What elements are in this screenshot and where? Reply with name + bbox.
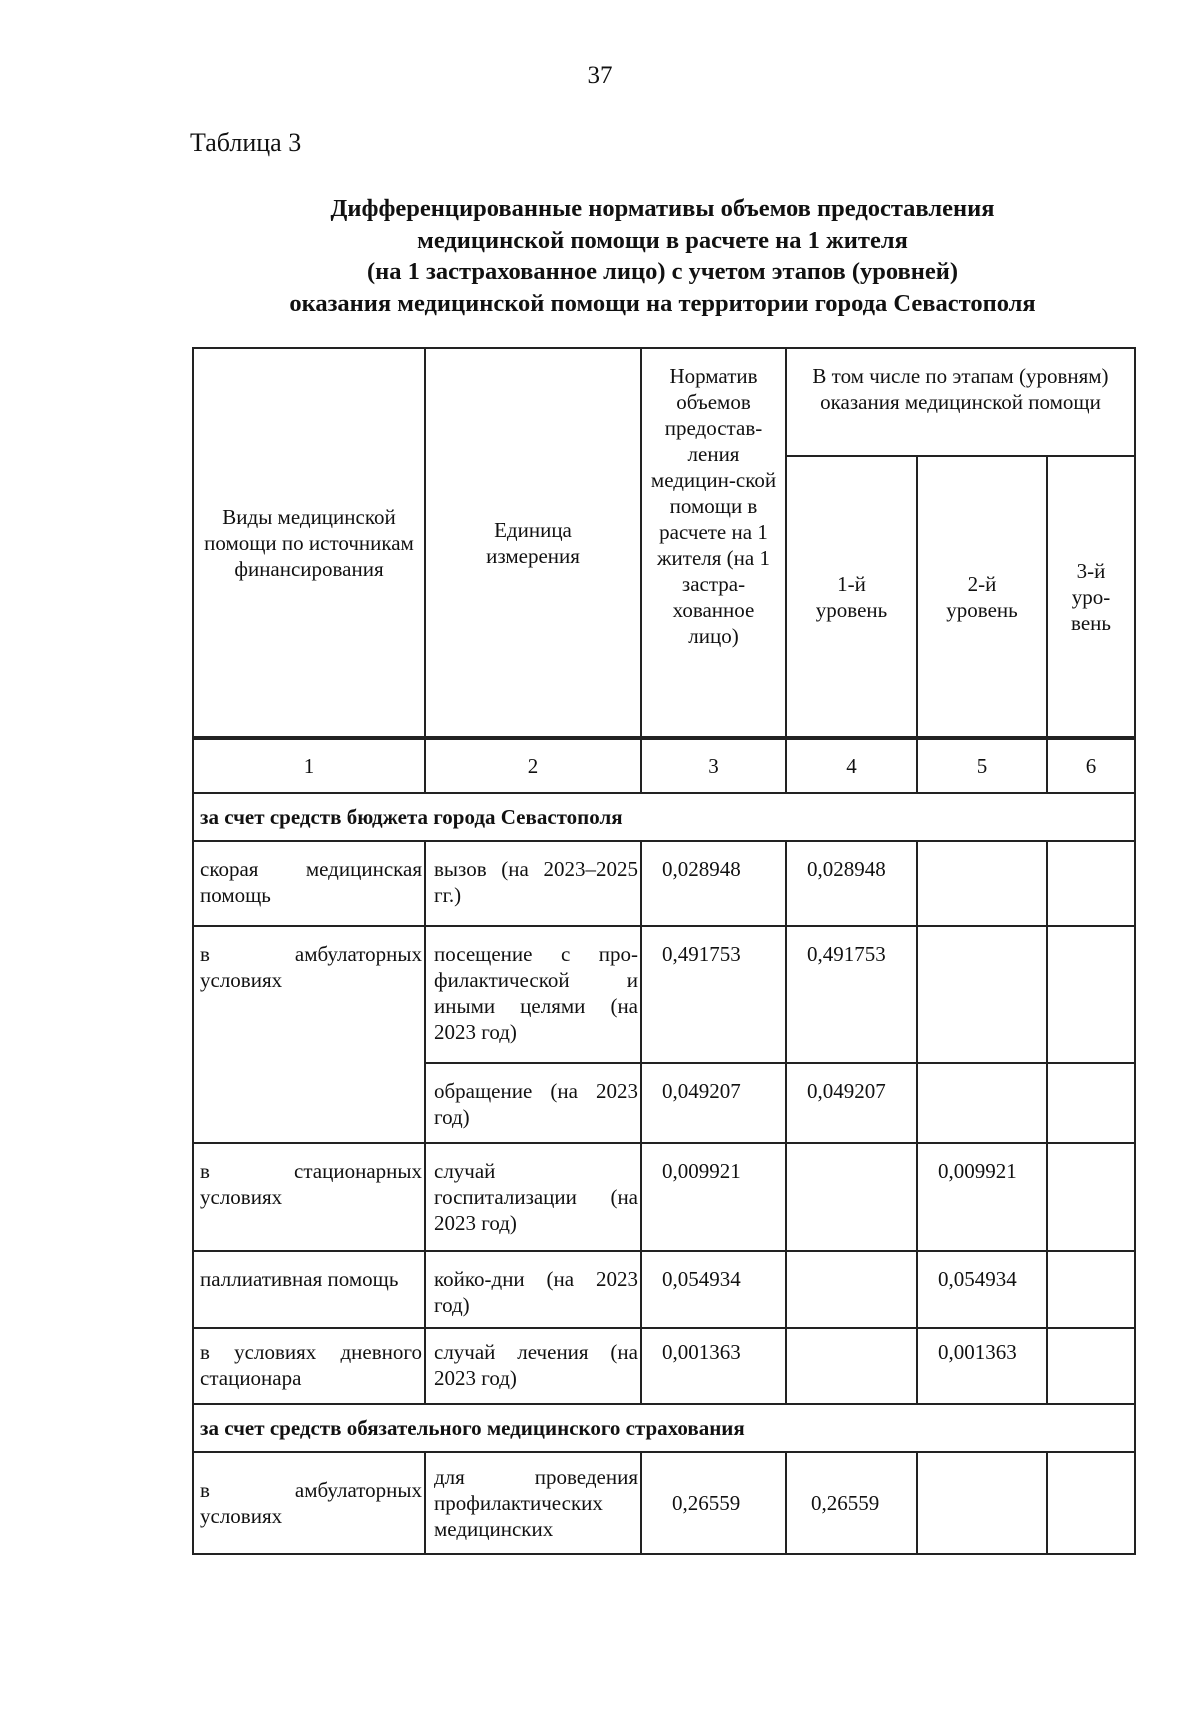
level-3-value-cell: [1047, 926, 1135, 1063]
level-1-value-cell: [786, 1143, 917, 1251]
norm-value-cell: 0,491753: [641, 926, 786, 1063]
level-1-value-cell: [786, 1251, 917, 1328]
norm-value-cell: 0,001363: [641, 1328, 786, 1404]
section-title: за счет средств бюджета города Севастополя: [193, 793, 1135, 841]
column-number: 1: [193, 738, 425, 793]
unit-cell: для проведения профилактических медицинских: [425, 1452, 641, 1554]
title-line: Дифференцированные нормативы объемов предоставления: [330, 195, 995, 222]
level-1-value-cell: 0,26559: [786, 1452, 917, 1554]
table-label: Таблица 3: [190, 128, 302, 157]
column-number: 2: [425, 738, 641, 793]
document-title: [190, 193, 1135, 319]
header-row: [193, 348, 1135, 456]
care-type-cell: в стационарных условиях: [193, 1143, 425, 1251]
header-unit: Единица измерения: [425, 348, 641, 738]
level-1-value-cell: 0,491753: [786, 926, 917, 1063]
care-type-cell: в амбулаторных условиях: [193, 1452, 425, 1554]
table-row: [193, 1328, 1135, 1404]
column-number: 4: [786, 738, 917, 793]
header-norm: Норматив объемов предостав-ления медицин-ской помощи в расчете на 1 жителя (на 1 застра-хованное лицо): [641, 348, 786, 738]
section-title: за счет средств обязательного медицинского страхования: [193, 1404, 1135, 1452]
norm-value-cell: 0,054934: [641, 1251, 786, 1328]
level-3-value-cell: [1047, 1328, 1135, 1404]
section-header-row: [193, 793, 1135, 841]
column-number: 6: [1047, 738, 1135, 793]
level-3-value-cell: [1047, 841, 1135, 926]
unit-cell: посещение с про-филактической и иными целями (на 2023 год): [425, 926, 641, 1063]
unit-cell: случай лечения (на 2023 год): [425, 1328, 641, 1404]
norm-value-cell: 0,049207: [641, 1063, 786, 1143]
care-type-cell: скорая медицинская помощь: [193, 841, 425, 926]
norms-table: [192, 347, 1136, 1555]
title-line: оказания медицинской помощи на территории города Севастополя: [289, 289, 1036, 317]
header-level-1: 1-й уровень: [786, 456, 917, 738]
page-number: 37: [587, 62, 613, 89]
title-line: медицинской помощи в расчете на 1 жителя: [417, 226, 908, 254]
header-level-2: 2-й уровень: [917, 456, 1047, 738]
level-1-value-cell: 0,028948: [786, 841, 917, 926]
table-row: [193, 841, 1135, 926]
unit-cell: вызов (на 2023–2025 гг.): [425, 841, 641, 926]
table-row: [193, 1452, 1135, 1554]
level-3-value-cell: [1047, 1452, 1135, 1554]
header-level-3: 3-й уро-вень: [1047, 456, 1135, 738]
header-care-type: Виды медицинской помощи по источникам финансирования: [193, 348, 425, 738]
level-2-value-cell: [917, 841, 1047, 926]
title-line: (на 1 застрахованное лицо) с учетом этапов (уровней): [366, 258, 958, 285]
unit-cell: койко-дни (на 2023 год): [425, 1251, 641, 1328]
table-row: [193, 1251, 1135, 1328]
norm-value-cell: 0,26559: [641, 1452, 786, 1554]
norm-value-cell: 0,009921: [641, 1143, 786, 1251]
level-2-value-cell: 0,001363: [917, 1328, 1047, 1404]
unit-cell: обращение (на 2023 год): [425, 1063, 641, 1143]
level-2-value-cell: [917, 926, 1047, 1063]
level-1-value-cell: [786, 1328, 917, 1404]
care-type-cell: паллиативная помощь: [193, 1251, 425, 1328]
norm-value-cell: 0,028948: [641, 841, 786, 926]
level-2-value-cell: [917, 1063, 1047, 1143]
table-row: [193, 1143, 1135, 1251]
care-type-cell: в амбулаторных условиях: [193, 926, 425, 1143]
section-header-row: [193, 1404, 1135, 1452]
level-2-value-cell: 0,009921: [917, 1143, 1047, 1251]
column-number: 3: [641, 738, 786, 793]
table-row: [193, 926, 1135, 1063]
level-3-value-cell: [1047, 1251, 1135, 1328]
column-numbers-row: [193, 738, 1135, 793]
unit-cell: случай госпитализации (на 2023 год): [425, 1143, 641, 1251]
level-2-value-cell: 0,054934: [917, 1251, 1047, 1328]
level-3-value-cell: [1047, 1063, 1135, 1143]
level-1-value-cell: 0,049207: [786, 1063, 917, 1143]
header-stages: В том числе по этапам (уровням) оказания медицинской помощи: [786, 348, 1135, 456]
level-3-value-cell: [1047, 1143, 1135, 1251]
column-number: 5: [917, 738, 1047, 793]
level-2-value-cell: [917, 1452, 1047, 1554]
care-type-cell: в условиях дневного стационара: [193, 1328, 425, 1404]
